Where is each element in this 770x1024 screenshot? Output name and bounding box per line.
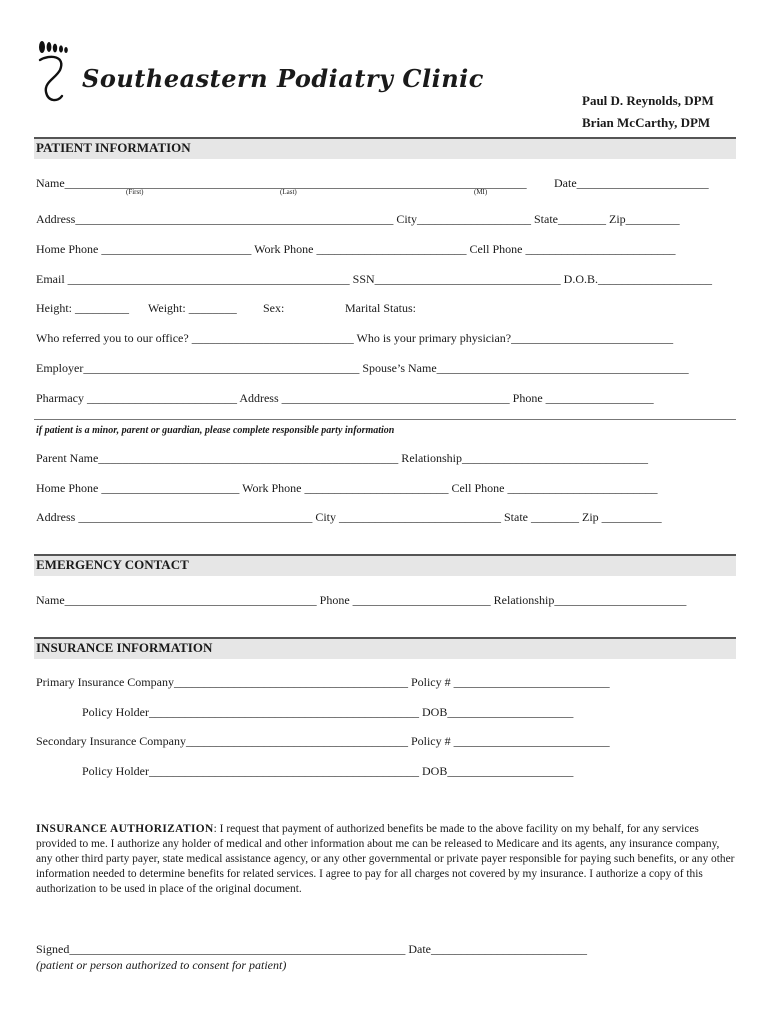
insurance-header <box>34 637 736 659</box>
insurance-authorization <box>36 822 736 897</box>
weight-field[interactable]: Weight: ________ <box>148 301 237 315</box>
referral-row[interactable]: Who referred you to our office? ___________________________ Who is your primary physician?___________________________ <box>36 331 674 345</box>
secondary-policy-holder-row[interactable]: Policy Holder_____________________________________________ DOB_____________________ <box>82 764 574 778</box>
address-row[interactable]: Address_____________________________________________________ City___________________ State________ Zip_________ <box>36 212 680 226</box>
patient-info-header <box>34 137 736 159</box>
parent-phones-row[interactable]: Home Phone _______________________ Work Phone ________________________ Cell Phone _________________________ <box>36 481 658 495</box>
divider <box>34 419 736 420</box>
name-field[interactable]: Name_____________________________________________________________________________ <box>36 176 527 190</box>
phones-row[interactable]: Home Phone _________________________ Work Phone _________________________ Cell Phone _________________________ <box>36 242 676 256</box>
emergency-title: EMERGENCY CONTACT <box>36 557 189 572</box>
patient-info-title: PATIENT INFORMATION <box>36 140 191 155</box>
name-first-label: (First) <box>126 188 144 196</box>
parent-address-row[interactable]: Address _______________________________________ City ___________________________ State ________ Zip __________ <box>36 510 662 524</box>
pharmacy-row[interactable]: Pharmacy _________________________ Address ______________________________________ Phone __________________ <box>36 391 654 405</box>
parent-name-row[interactable]: Parent Name__________________________________________________ Relationship_______________________________ <box>36 451 648 465</box>
signature-caption: (patient or person authorized to consent for patient) <box>36 958 287 972</box>
date-field[interactable]: Date______________________ <box>554 176 709 190</box>
foot-logo-icon <box>36 38 76 110</box>
employer-row[interactable]: Employer______________________________________________ Spouse’s Name__________________________________________ <box>36 361 689 375</box>
emergency-header <box>34 554 736 576</box>
secondary-insurance-row[interactable]: Secondary Insurance Company_____________________________________ Policy # __________________________ <box>36 734 610 748</box>
name-last-label: (Last) <box>280 188 297 196</box>
authorization-heading: INSURANCE AUTHORIZATION <box>36 823 214 835</box>
insurance-title: INSURANCE INFORMATION <box>36 640 213 655</box>
doctor-name-1: Paul D. Reynolds, DPM <box>582 93 714 108</box>
emergency-row[interactable]: Name__________________________________________ Phone _______________________ Relationship______________________ <box>36 593 687 607</box>
email-row[interactable]: Email _______________________________________________ SSN_______________________________ D.O.B.___________________ <box>36 272 713 286</box>
authorization-text: : I request that payment of authorized benefits be made to the above facility on my behalf, for any services provided to me. I authorize any holder of medical and other information about me can be released to Medicare and its agents, any insurance company, any other third party payer, state medical assistance agency, or any other governmental or private payer responsible for paying such benefits, or any other information needed to determine benefits for related services. I agree to pay for all charges not covered by my insurance. I authorize a copy of this authorization to be used in place of the original document. <box>36 823 735 895</box>
primary-insurance-row[interactable]: Primary Insurance Company_______________________________________ Policy # __________________________ <box>36 675 610 689</box>
doctor-name-2: Brian McCarthy, DPM <box>582 115 711 130</box>
minor-note: if patient is a minor, parent or guardian, please complete responsible party information <box>36 425 395 436</box>
primary-policy-holder-row[interactable]: Policy Holder_____________________________________________ DOB_____________________ <box>82 705 574 719</box>
signature-row[interactable]: Signed________________________________________________________ Date__________________________ <box>36 942 587 956</box>
sex-label: Sex: <box>263 301 285 315</box>
height-field[interactable]: Height: _________ <box>36 301 129 315</box>
marital-status-label: Marital Status: <box>345 301 416 315</box>
name-mi-label: (MI) <box>474 188 488 196</box>
clinic-name: Southeastern Podiatry Clinic <box>82 64 484 93</box>
